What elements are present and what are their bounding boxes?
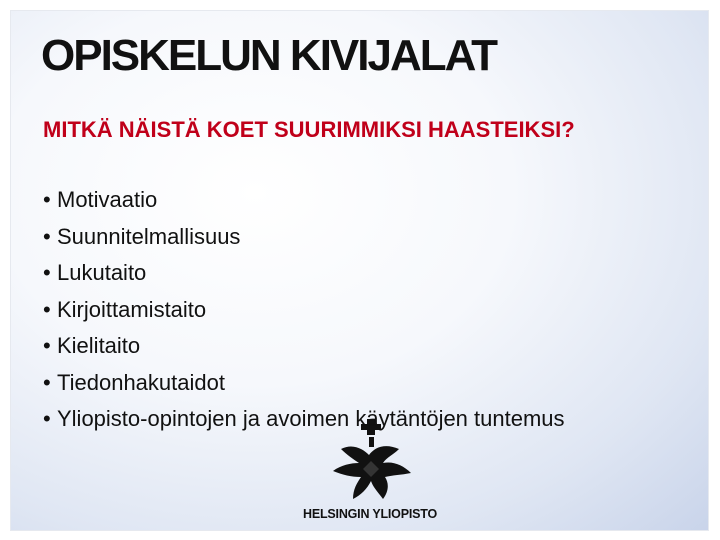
list-item: • Suunnitelmallisuus	[43, 219, 565, 256]
bullet-list	[43, 182, 565, 438]
bullet-glyph: •	[43, 296, 51, 322]
bullet-glyph: •	[43, 333, 51, 358]
list-item: • Kirjoittamistaito	[43, 292, 565, 329]
logo-text: HELSINGIN YLIOPISTO	[303, 507, 437, 521]
list-item: • Kielitaito	[43, 328, 565, 365]
list-item: • Motivaatio	[43, 182, 565, 219]
bullet-glyph: •	[43, 187, 51, 212]
list-item: • Tiedonhakutaidot	[43, 365, 565, 402]
bullet-glyph: •	[43, 223, 51, 249]
slide-title: OPISKELUN KIVIJALAT	[41, 31, 497, 80]
slide	[10, 10, 709, 531]
bullet-glyph: •	[43, 406, 51, 431]
slide-question: MITKÄ NÄISTÄ KOET SUURIMMIKSI HAASTEIKSI?	[43, 117, 575, 142]
bullet-glyph: •	[43, 260, 51, 285]
list-item: • Lukutaito	[43, 255, 565, 292]
list-item: • Yliopisto-opintojen ja avoimen käytäntöjen tuntemus	[43, 401, 565, 438]
bullet-glyph: •	[43, 369, 51, 395]
